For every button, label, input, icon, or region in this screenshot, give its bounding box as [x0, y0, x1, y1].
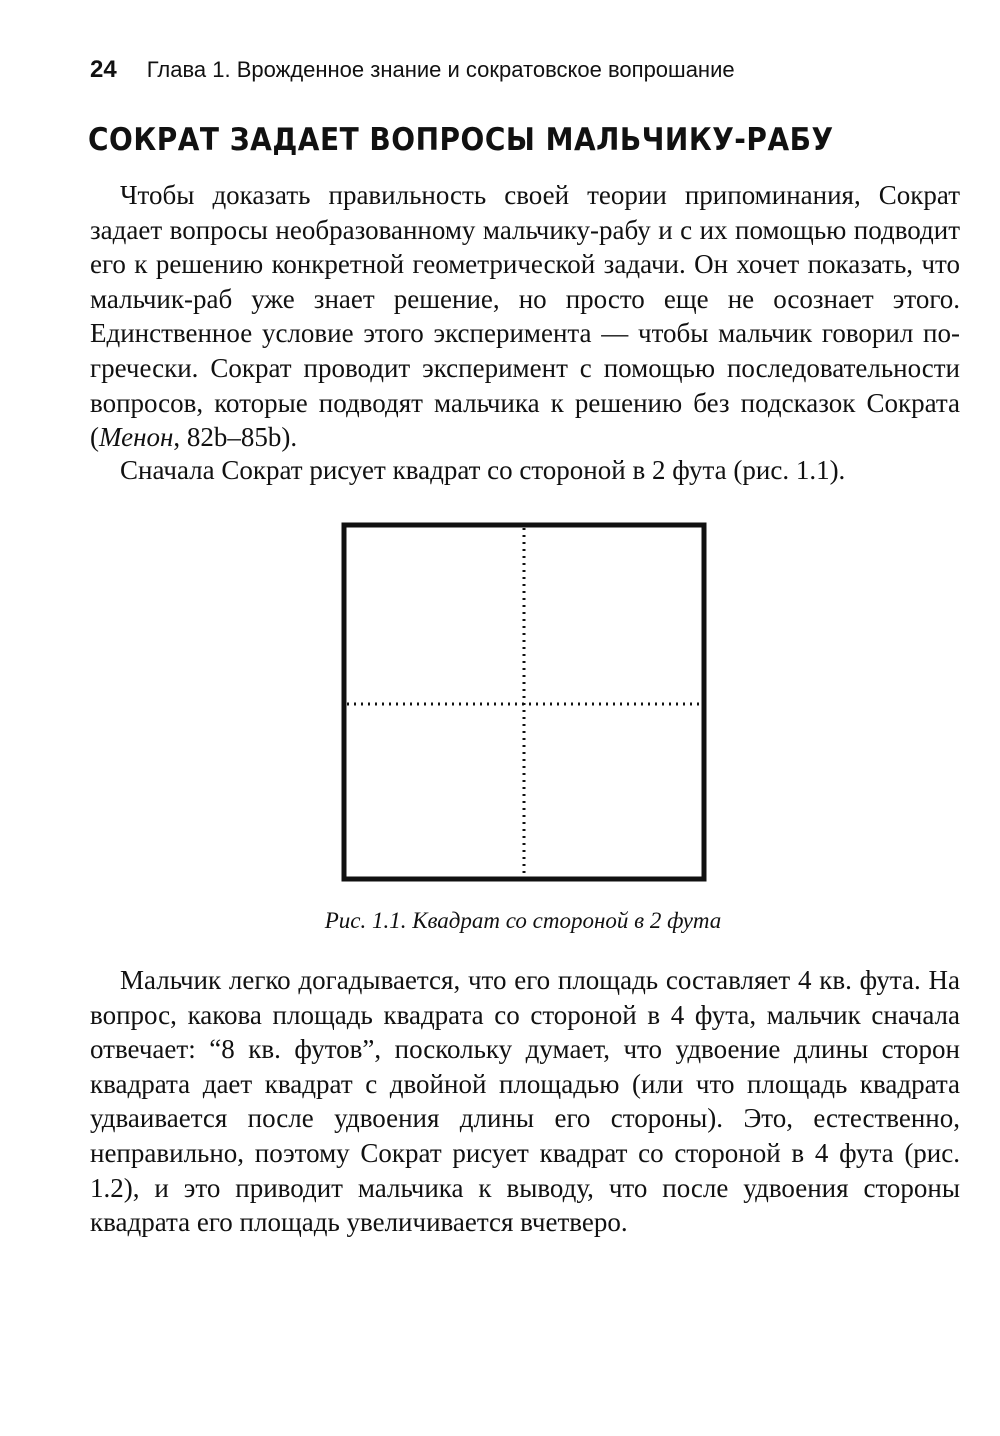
paragraph-1-body: Чтобы доказать правильность своей теории припоминания, Сократ задает вопросы необразованному мальчику-рабу и с их помощью подводит его к решению конкретной геометрической задачи. Он хочет показать, что мальчик-раб уже знает решение, но просто еще не осознает этого. Единственное условие этого эксперимента — чтобы мальчик говорил по-гречески. Сократ проводит эксперимент с помощью последовательности вопросов, которые подводят мальчика к решению без подсказок Сократа ( — [90, 180, 960, 453]
section-title: СОКРАТ ЗАДАЕТ ВОПРОСЫ МАЛЬЧИКУ-РАБУ — [88, 121, 834, 158]
paragraph-1 — [90, 178, 960, 455]
paragraph-1-text — [90, 178, 960, 455]
running-head — [90, 55, 735, 85]
figure-square-diagram — [341, 522, 707, 882]
figure-caption — [0, 906, 1000, 936]
chapter-title: Глава 1. Врожденное знание и сократовское вопрошание — [146, 57, 735, 82]
paragraph-3 — [90, 963, 960, 1240]
page-number: 24 — [90, 56, 117, 83]
paragraph-2 — [90, 453, 960, 488]
citation-rest: , 82b–85b). — [173, 422, 298, 453]
paragraph-2-text: Сначала Сократ рисует квадрат со стороной в 2 фута (рис. 1.1). — [120, 455, 846, 485]
paragraph-3-text: Мальчик легко догадывается, что его площадь составляет 4 кв. фута. На вопрос, какова площадь квадрата со стороной в 4 фута, мальчик сначала отвечает: “8 кв. футов”, поскольку думает, что удвоение длины сторон квадрата дает квадрат с двойной площадью (или что площадь квадрата удваивается после удвоения длины его стороны). Это, естественно, неправильно, поэтому Сократ рисует квадрат со стороной в 4 фута (рис. 1.2), и это приводит мальчика к выводу, что после удвоения стороны квадрата его площадь увеличивается вчетверо. — [90, 965, 960, 1238]
figure-caption-text: Рис. 1.1. Квадрат со стороной в 2 фута — [324, 908, 722, 933]
citation-work: Менон — [99, 422, 174, 453]
